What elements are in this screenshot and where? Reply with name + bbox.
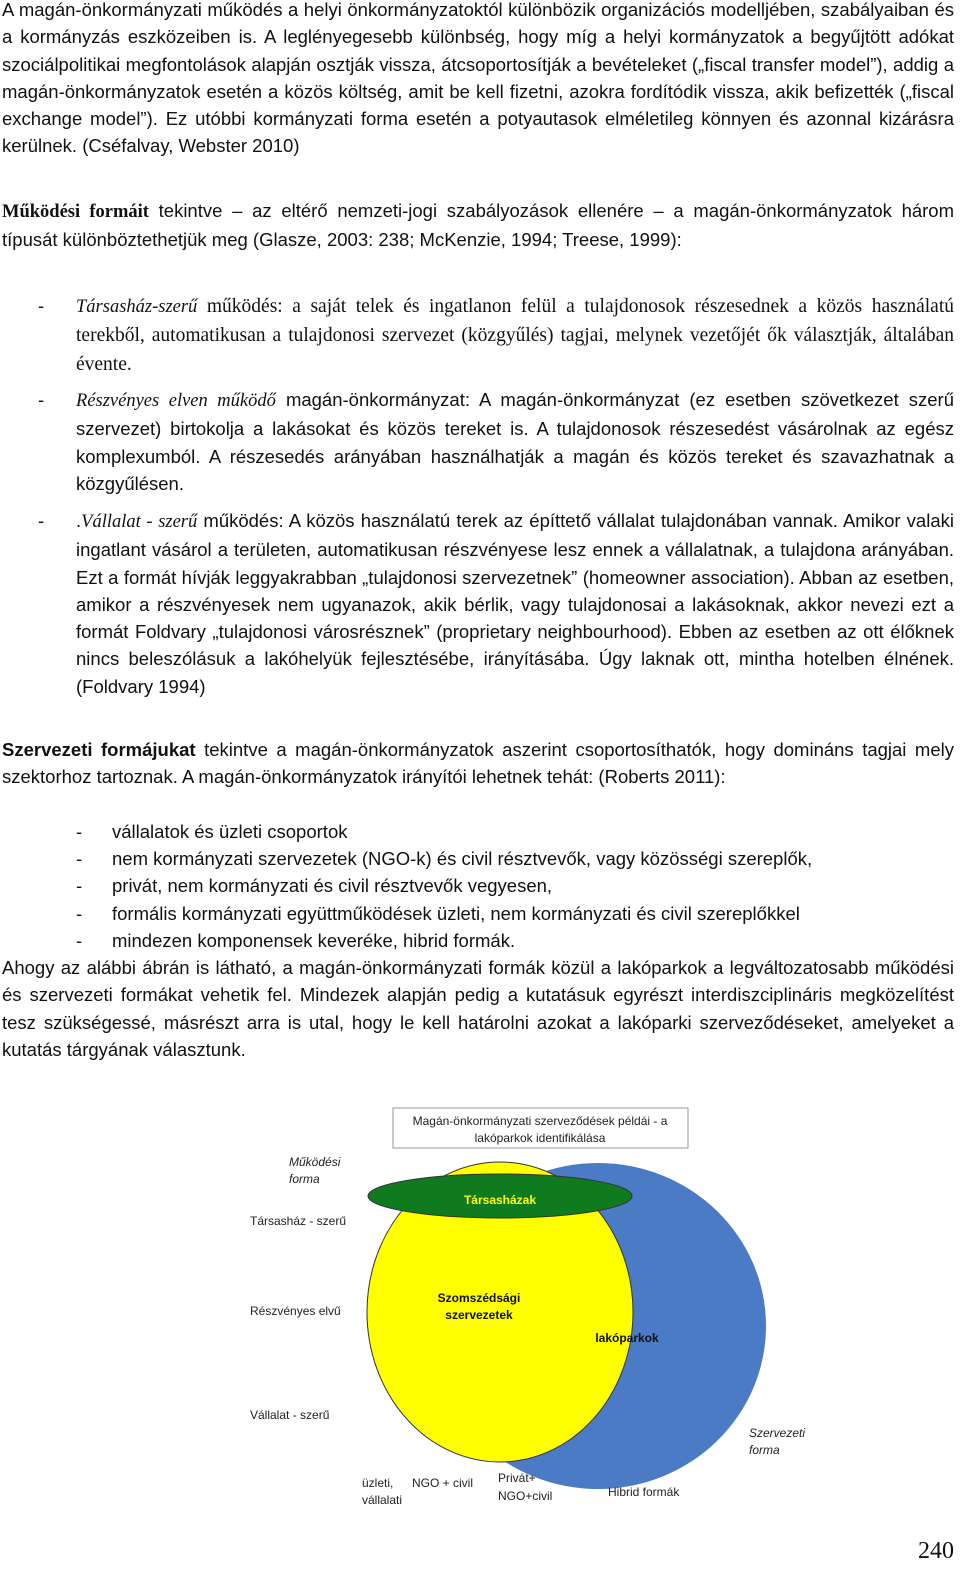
bullet-dash: - — [38, 295, 45, 316]
heading-operating-forms: Működési formáit — [2, 202, 149, 222]
bullet-corporate-prefix: . — [76, 510, 82, 531]
col-label-business-line2: vállalati — [362, 1493, 403, 1507]
paragraph-intro: A magán-önkormányzati működés a helyi önkormányzatoktól különbözik organizációs modelljében, szabályaiban és a kormányzás eszközeiben is. A leglényegesebb különbség, hogy míg a helyi kormányzatok a begyűjtött adókat szociálpolitikai megfontolások alapján osztják vissza, átcsoportosítják a bevételeket („fiscal transfer model”), addig a magán-önkormányzatok esetén a közös költség, amit be kell fizetni, azokra fordítódik vissza, akik befizették („fiscal exchange model”). Ez utóbbi kormányzati forma esetén a potyautasok elméletileg könnyen és azonnal kizárásra kerülnek. (Cséfalvay, Webster 2010) — [2, 0, 954, 157]
list-item: - privát, nem kormányzati és civil résztvevők vegyesen, — [76, 875, 553, 897]
bullet-shareholder-text: magán-önkormányzat: A magán-önkormányzat (ez esetben szövetkezet szerű szervezet) birtokolja a lakásokat és közös tereket is. A tulajdonosok részesedést vásárolnak az egész komplexumból. A részesedés arányában használhatják a magán és közös tereket és szavazhatnak a közgyűlésen. — [76, 389, 954, 494]
bullet-dash: - — [38, 389, 45, 410]
diagram-title-line1: Magán-önkormányzati szerveződések példái - a — [412, 1114, 668, 1128]
page-number: 240 — [918, 1538, 954, 1564]
list-item: - formális kormányzati együttműködések üzleti, nem kormányzati és civil szereplőkkel — [76, 902, 800, 924]
governor-list — [76, 818, 956, 954]
label-tarsashazak: Társasházak — [463, 1193, 537, 1207]
paragraph-operating-forms-text: tekintve – az eltérő nemzeti-jogi szabályozások ellenére – a magán-önkormányzatok három típusát különböztethetjük meg (Glasze, 2003: 238; McKenzie, 1994; Treese, 1999): — [2, 200, 955, 251]
typology-diagram — [0, 1100, 960, 1520]
axis-x-label-line2: forma — [749, 1443, 780, 1457]
heading-organizational-forms: Szervezeti formájukat — [2, 739, 196, 760]
row-label-shareholder: Részvényes elvű — [250, 1304, 341, 1318]
paragraph-organizational-forms-text: tekintve a magán-önkormányzatok aszerint csoportosíthatók, hogy domináns tagjai mely szektorhoz tartoznak. A magán-önkormányzatok irányítói lehetnek tehát: (Roberts 2011): — [2, 739, 954, 788]
col-label-hybrid: Hibrid formák — [608, 1485, 680, 1499]
bullet-corporate-title: Vállalat - szerű — [81, 512, 198, 532]
list-item: - mindezen komponensek keveréke, hibrid formák. — [76, 929, 516, 951]
col-label-private-line2: NGO+civil — [498, 1489, 553, 1503]
col-label-private-line1: Privát+ — [498, 1471, 536, 1485]
label-szomszedsagi-line1: Szomszédsági — [437, 1291, 521, 1305]
paragraph-organizational-forms — [2, 736, 954, 791]
label-lakoparkok: lakóparkok — [595, 1331, 659, 1345]
paragraph-operating-forms — [2, 197, 954, 254]
bullet-corporate-text: működés: A közös használatú terek az építtető vállalat tulajdonában vannak. Amikor valaki ingatlant vásárol a területen, automatikusan részvényese lesz ennek a vállalatnak, a tulajdona arányában. Ezt a formát hívják leggyakrabban „tulajdonosi szervezetnek” (homeowner association). Abban az esetben, amikor a részvényesek nem ugyanazok, akik bérlik, vagy tulajdonosai a lakásoknak, akkor nevezi ezt a formát Foldvary „tulajdonosi városrésznek” (proprietary neighbourhood). Ebben az esetben az ott élőknek nincs beleszólásuk a lakóhelyük fejlesztésébe, irányításába. Úgy laknak ott, mintha hotelben élnének. (Foldvary 1994) — [76, 510, 954, 697]
list-item: - vállalatok és üzleti csoportok — [76, 821, 348, 842]
axis-y-label-line1: Működési — [289, 1155, 341, 1169]
bullet-condominium — [76, 292, 954, 378]
list-item: - nem kormányzati szervezetek (NGO-k) és civil résztvevők, vagy közösségi szereplők, — [76, 848, 813, 870]
bullet-condominium-text: működés: a saját telek és ingatlanon felül a tulajdonosok részesednek a közös használatú terekből, automatikusan a tulajdonosi szervezet (közgyűlés) tagjai, melynek vezetőjét ők választják, általában évente. — [76, 296, 954, 375]
label-szomszedsagi-line2: szervezetek — [445, 1308, 513, 1322]
diagram-title-line2: lakóparkok identifikálása — [474, 1131, 606, 1145]
bullet-shareholder-title: Részvényes elven működő — [76, 391, 276, 411]
bullet-condominium-title: Társasház-szerű — [76, 297, 198, 317]
bullet-corporate — [76, 507, 954, 700]
row-label-corporate: Vállalat - szerű — [250, 1408, 330, 1422]
bullet-dash: - — [38, 510, 45, 531]
bullet-shareholder — [76, 386, 954, 497]
row-label-condominium: Társasház - szerű — [250, 1214, 347, 1228]
axis-y-label-line2: forma — [289, 1172, 320, 1186]
col-label-business-line1: üzleti, — [362, 1476, 394, 1490]
paragraph-conclusion: Ahogy az alábbi ábrán is látható, a magán-önkormányzati formák közül a lakóparkok a legváltozatosabb működési és szervezeti formákat vehetik fel. Mindezek alapján pedig a kutatásuk egyrészt interdiszciplináris megközelítést tesz szükségessé, másrészt arra is utal, hogy le kell határolni azokat a lakóparki szerveződéseket, amelyeket a kutatás tárgyának választunk. — [2, 957, 954, 1060]
col-label-ngo: NGO + civil — [412, 1476, 474, 1490]
axis-x-label-line1: Szervezeti — [749, 1426, 806, 1440]
